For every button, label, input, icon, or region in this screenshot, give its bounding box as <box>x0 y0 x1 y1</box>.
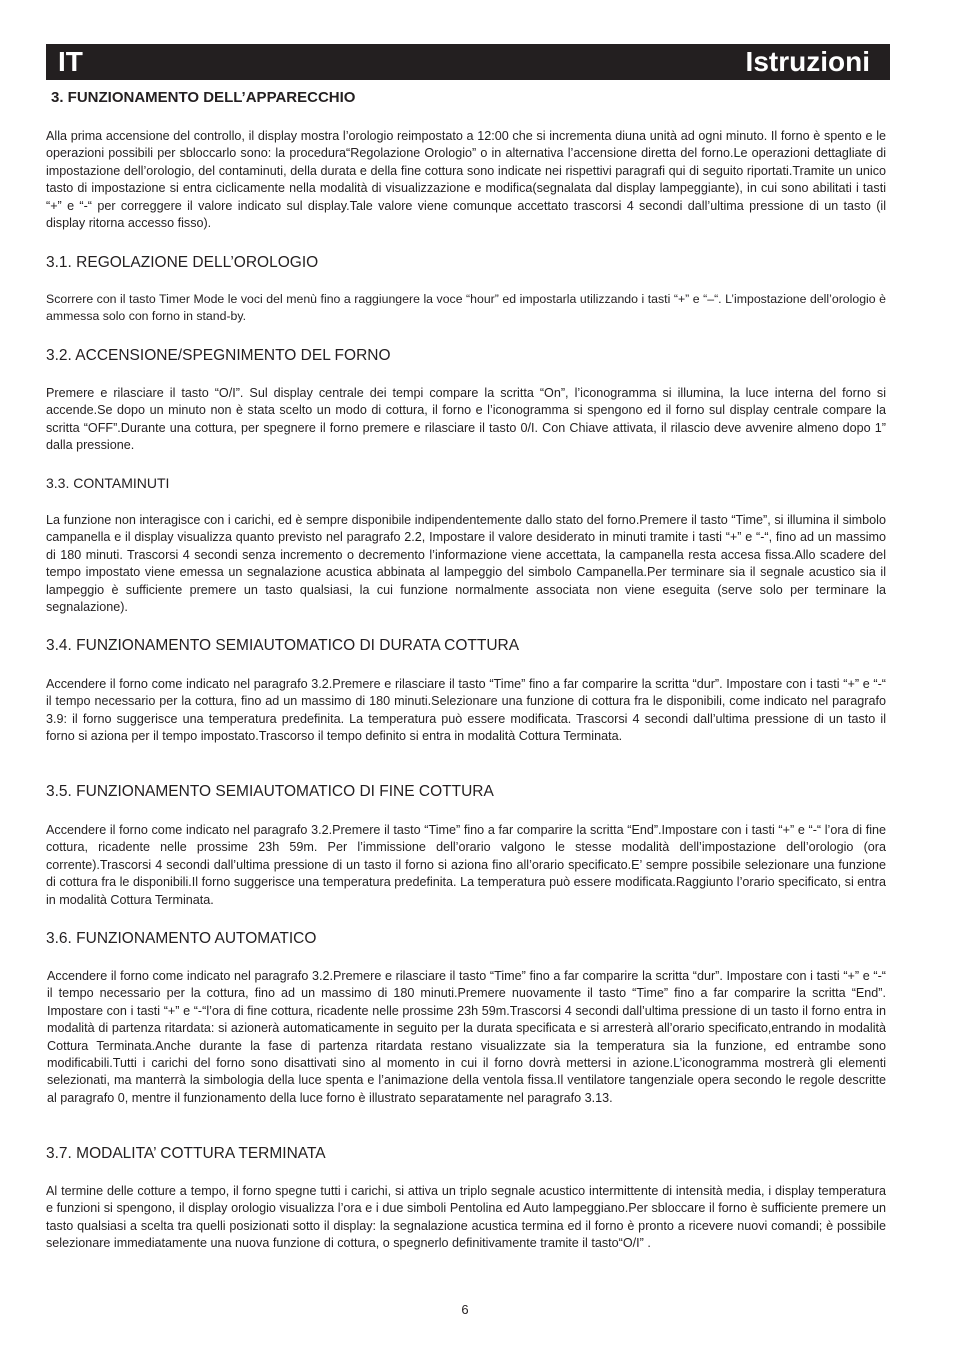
section-heading-3-4: 3.4. FUNZIONAMENTO SEMIAUTOMATICO DI DURATA COTTURA <box>46 637 520 654</box>
section-text-3-6: Accendere il forno come indicato nel paragrafo 3.2.Premere e rilasciare il tasto “Time” fino a far comparire la scritta “dur”. Impostare con i tasti “+” e “-“ il tempo necessario per la cottura, fino ad un massimo di 180 minuti.Premere nuovamente il tasto “Time” fino a far comparire la scritta “End”. Impostare con i tasti “+” e “-“l’ora di fine cottura, ricadente nelle prossime 23h 59m.Trascorsi 4 secondi dall’ultima pressione di un tasto il forno entra in modalità di partenza ritardata: si azionerà automaticamente in seguito per la durata specificata e si arresterà all’orario specificato,entrando in modalità Cottura Terminata.Anche durante la fase di partenza ritardata restano visualizzate sia la temperatura sia la funzione, ed entrambe sono modificabili.Tutti i carichi del forno sono disattivati sino al momento in cui il forno dovrà mettersi in azione.L’iconogramma mostrerà gli elementi selezionati, ma manterrà la simbologia della luce spenta e l’animazione della ventola fissa.Il ventilatore tangenziale opera secondo le regole descritte al paragrafo 0, mentre il funzionamento della luce forno è illustrato separatamente nel paragrafo 3.13. <box>47 969 886 1105</box>
section-text-3-4: Accendere il forno come indicato nel paragrafo 3.2.Premere e rilasciare il tasto “Time” fino a far comparire la scritta “dur”. Impostare con i tasti “+” e “-“ il tempo necessario per la cottura, fino ad un massimo di 180 minuti.Selezionare una funzione di cottura fra le disponibili, come indicato nel paragrafo 3.9: il forno suggerisce una temperatura predefinita. La temperatura può essere modificata. Trascorsi 4 secondi dall’ultima pressione di un tasto il forno si aziona per il tempo impostato.Trascorso il tempo definito si entra in modalità Cottura Terminata. <box>46 677 886 744</box>
section-text-3-1: Scorrere con il tasto Timer Mode le voci del menù fino a raggiungere la voce “hour” ed impostarla utilizzando i tasti “+” e “–“. L’impostazione dell’orologio è ammessa solo con forno in stand-by. <box>46 292 886 324</box>
section-heading-3-2: 3.2. ACCENSIONE/SPEGNIMENTO DEL FORNO <box>46 347 391 364</box>
section-text-3-7: Al termine delle cotture a tempo, il forno spegne tutti i carichi, si attiva un triplo segnale acustico intermittente di intensità media, i display temperatura e funzioni si spengono, il display orologio visualizza l’ora e i due simboli Pentolina ed Auto lampeggiano.Per sbloccare il forno è sufficiente premere un tasto qualsiasi a scelta tra quelli posizionati sotto il display: la segnalazione acustica termina ed il forno è pronto a ricevere nuovi comandi; è possibile selezionare immediatamente una nuova funzione di cottura, o spegnerlo definitivamente tramite il tasto“O/I” . <box>46 1184 886 1251</box>
section-text-3-2: Premere e rilasciare il tasto “O/I”. Sul display centrale dei tempi compare la scritta “On”, l’iconogramma si illumina, la luce interna del forno si accende.Se dopo un minuto non è stata scelto un modo di cottura, il forno e l’iconogramma si spengono ed il forno sul display centrale compare la scritta “OFF”.Durante una cottura, per spegnere il forno premere e rilasciare il tasto 0/I. Con Chiave attivata, il rilascio deve avvenire almeno dopo 1” dalla pressione. <box>46 386 886 453</box>
intro-paragraph: Alla prima accensione del controllo, il display mostra l’orologio reimpostato a 12:00 che si incrementa diuna unità ad ogni minuto. Il forno è spento e le operazioni possibili per sbloccarlo sono: la procedura“Regolazione Orologio” o in alternativa l’accensione diretta del forno.Le operazioni dettagliate di impostazione dell’orologio, del contaminuti, della durata e della fine cottura sono indicate nei rispettivi paragrafi qui di seguito riportati.Tramite un unico tasto di impostazione si entra ciclicamente nella modalità di visualizzazione e modifica(segnalata dal display lampeggiante), in cui sono abilitati i tasti “+” e “-“ per correggere il valore indicato sul display.Tale valore viene comunque accettato trascorsi 4 secondi dall’ultima pressione di un tasto (il display ritorna accesso fisso). <box>46 129 886 231</box>
section-heading-3-7: 3.7. MODALITA’ COTTURA TERMINATA <box>46 1145 326 1162</box>
page-title: Istruzioni <box>745 46 870 77</box>
section-heading-3-5: 3.5. FUNZIONAMENTO SEMIAUTOMATICO DI FINE COTTURA <box>46 783 494 800</box>
section-heading-3-6: 3.6. FUNZIONAMENTO AUTOMATICO <box>46 930 317 947</box>
language-code: IT <box>58 46 83 77</box>
section-text-3-5: Accendere il forno come indicato nel paragrafo 3.2.Premere il tasto “Time” fino a far comparire la scritta “End”.Impostare con i tasti “+” e “-“ l’ora di fine cottura, ricadente nelle prossime 23h 59m. Per l’immissione dell’orario valgono le stesse modalità dell’impostazione dell’orologio (ora corrente).Trascorsi 4 secondi dall’ultima pressione di un tasto il forno si aziona fino all’orario specificato.E’ sempre possibile selezionare una funzione di cottura fra le disponibili.Il forno suggerisce una temperatura predefinita. La temperatura può essere modificata.Raggiunto l’orario specificato, si entra in modalità Cottura Terminata. <box>46 823 886 907</box>
header-bar <box>46 44 890 80</box>
section-heading-3-1: 3.1. REGOLAZIONE DELL’OROLOGIO <box>46 254 319 271</box>
section-text-3-3: La funzione non interagisce con i carichi, ed è sempre disponibile indipendentemente dallo stato del forno.Premere il tasto “Time”, si illumina il simbolo campanella e il display visualizza quanto previsto nel paragrafo 2.2, Impostare il valore desiderato in minuti tramite i tasti “+” e “-“, fino ad un massimo di 180 minuti. Trascorsi 4 secondi senza incremento o decremento l’informazione viene accettata, la campanella resta accesa fissa.Allo scadere del tempo impostato viene emessa un segnalazione acustica abbinata al lampeggio del simbolo Campanella.Per terminare sia il segnale acustico sia il lampeggio è sufficiente premere un tasto qualsiasi, la cui funzione normalmente associata non viene eseguita (serve solo per terminare la segnalazione). <box>46 513 886 615</box>
page-number: 6 <box>461 1302 469 1317</box>
chapter-heading: 3. FUNZIONAMENTO DELL’APPARECCHIO <box>51 89 356 106</box>
section-heading-3-3: 3.3. CONTAMINUTI <box>46 475 170 491</box>
